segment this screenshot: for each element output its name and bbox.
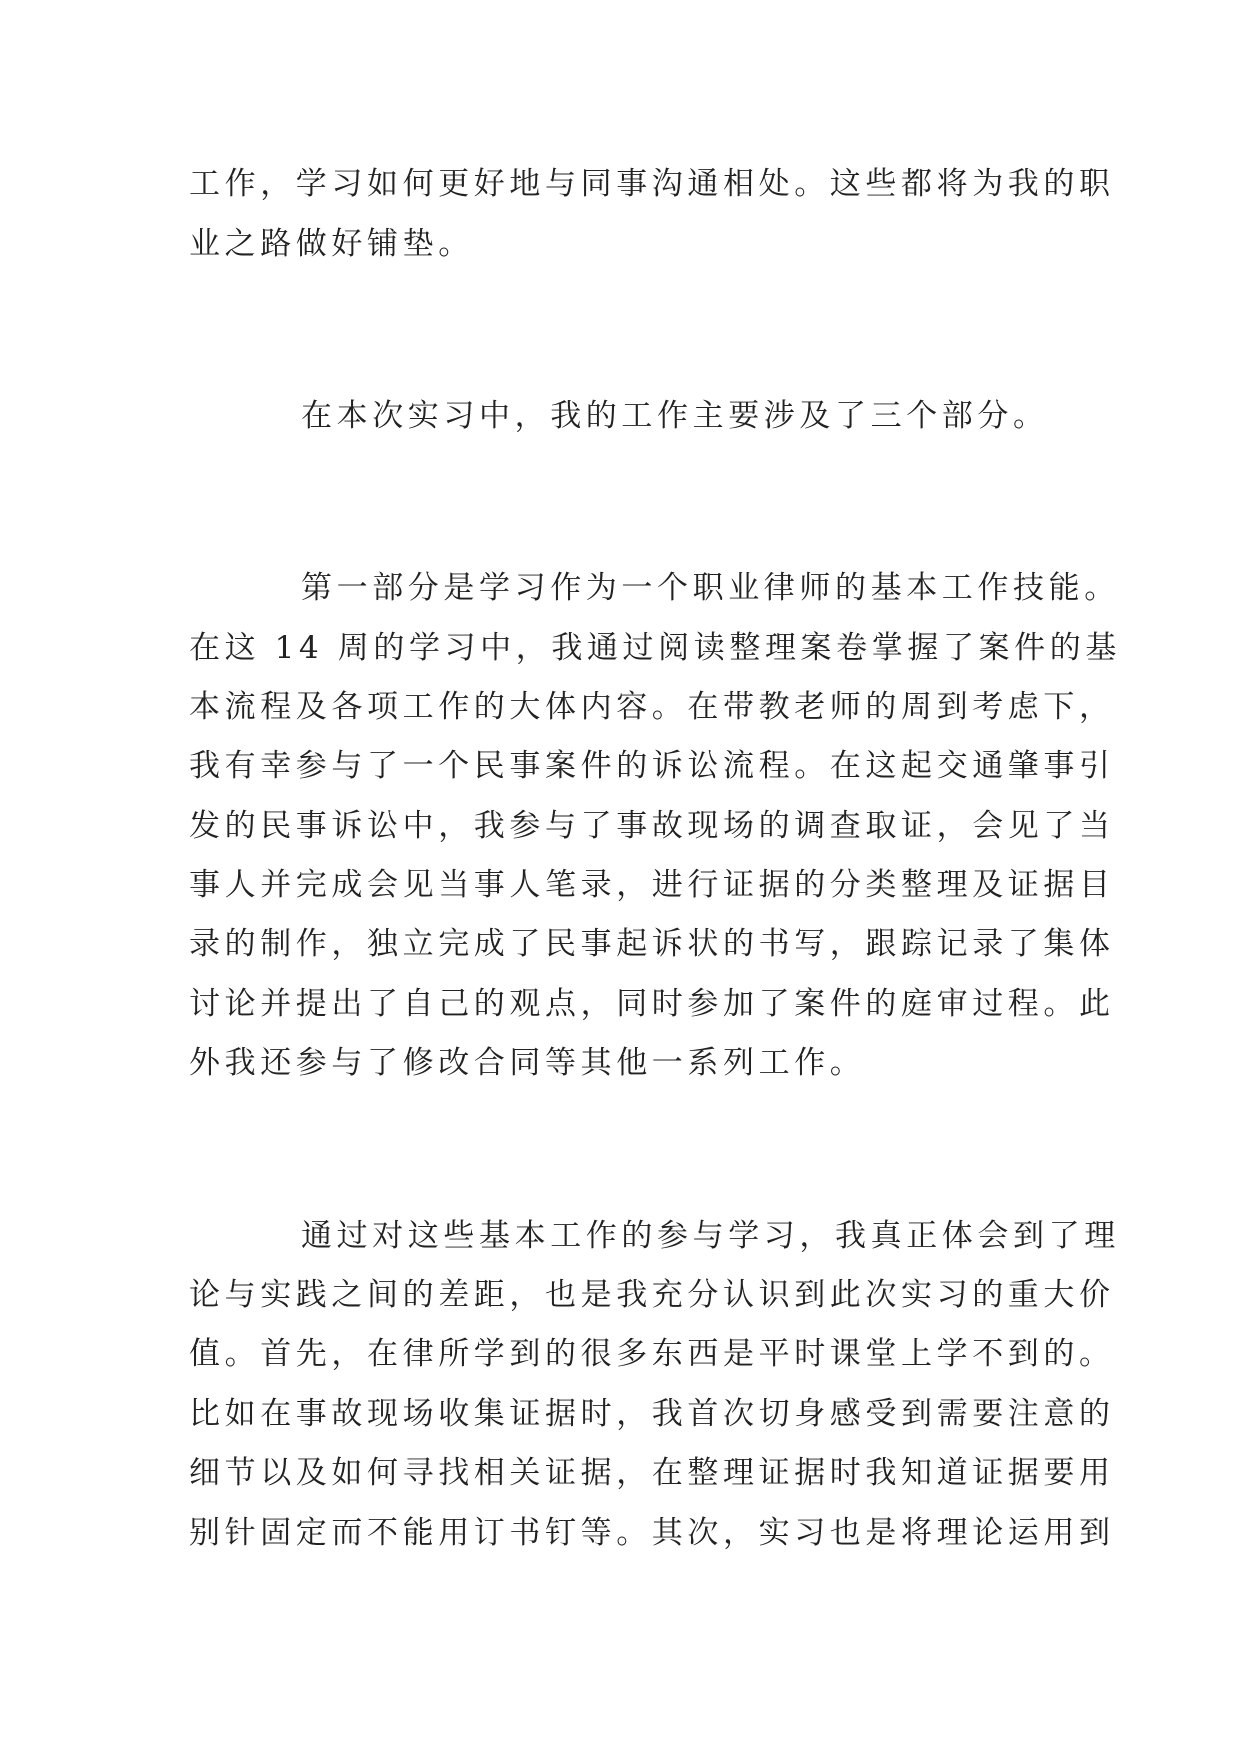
paragraph-3-line-2: 在这 14 周的学习中，我通过阅读整理案卷掌握了案件的基 (189, 630, 1121, 666)
paragraph-4-line-3: 值。首先，在律所学到的很多东西是平时课堂上学不到的。 (189, 1336, 1115, 1372)
paragraph-3-line-8: 讨论并提出了自己的观点，同时参加了案件的庭审过程。此 (189, 986, 1115, 1022)
paragraph-4-line-2: 论与实践之间的差距，也是我充分认识到此次实习的重大价 (189, 1277, 1115, 1313)
paragraph-4-line-4: 比如在事故现场收集证据时，我首次切身感受到需要注意的 (189, 1396, 1115, 1432)
paragraph-3-line-4: 我有幸参与了一个民事案件的诉讼流程。在这起交通肇事引 (189, 748, 1115, 784)
paragraph-4-line-6: 别针固定而不能用订书钉等。其次，实习也是将理论运用到 (189, 1515, 1115, 1551)
paragraph-2-line-1: 在本次实习中，我的工作主要涉及了三个部分。 (301, 398, 1049, 434)
paragraph-4-line-5: 细节以及如何寻找相关证据，在整理证据时我知道证据要用 (189, 1455, 1115, 1491)
paragraph-1-line-2: 业之路做好铺垫。 (189, 226, 474, 262)
paragraph-3-line-7: 录的制作，独立完成了民事起诉状的书写，跟踪记录了集体 (189, 926, 1115, 962)
paragraph-3-line-9: 外我还参与了修改合同等其他一系列工作。 (189, 1045, 866, 1081)
paragraph-4-line-1: 通过对这些基本工作的参与学习，我真正体会到了理 (301, 1218, 1120, 1254)
paragraph-3-line-5: 发的民事诉讼中，我参与了事故现场的调查取证，会见了当 (189, 808, 1115, 844)
paragraph-1-line-1: 工作，学习如何更好地与同事沟通相处。这些都将为我的职 (189, 166, 1115, 202)
paragraph-3-line-3: 本流程及各项工作的大体内容。在带教老师的周到考虑下， (189, 689, 1115, 725)
paragraph-3-line-1: 第一部分是学习作为一个职业律师的基本工作技能。 (301, 570, 1120, 606)
paragraph-3-line-6: 事人并完成会见当事人笔录，进行证据的分类整理及证据目 (189, 867, 1115, 903)
